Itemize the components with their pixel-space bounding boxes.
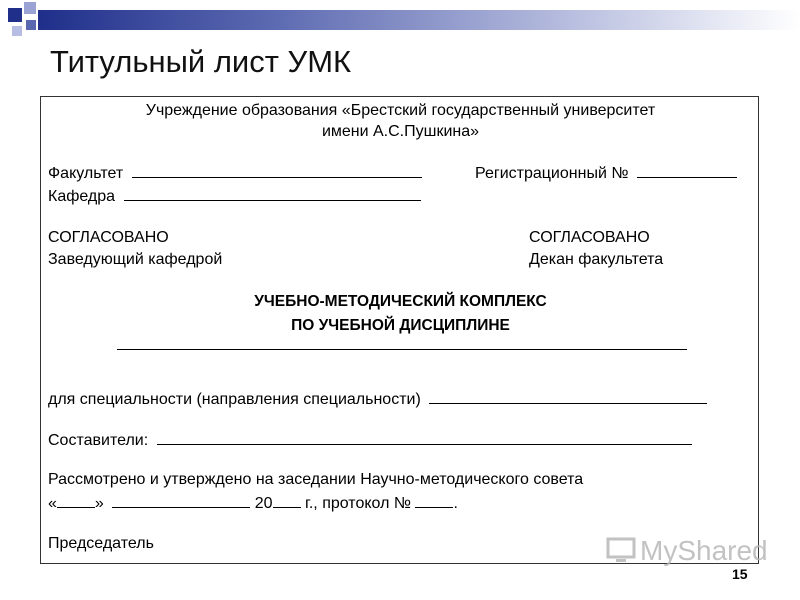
watermark-logo	[606, 535, 768, 567]
institution-line-1: Учреждение образования «Брестский государственный университет	[145, 102, 656, 119]
header-gradient-bar	[38, 10, 800, 30]
dean: Декан факультета	[529, 251, 664, 268]
faculty-label: Факультет	[48, 165, 124, 182]
agreed-left: СОГЛАСОВАНО	[48, 229, 169, 246]
authors-row	[48, 430, 692, 451]
deco-square-dark-2	[26, 20, 36, 30]
heading-line-2: ПО УЧЕБНОЙ ДИСЦИПЛИНЕ	[291, 317, 510, 334]
day-blank	[57, 493, 95, 508]
open-quote: «	[48, 495, 57, 512]
watermark-screen-icon	[606, 536, 636, 566]
month-blank	[112, 493, 250, 508]
authors-label: Составители:	[48, 432, 149, 449]
heading-line-1: УЧЕБНО-МЕТОДИЧЕСКИЙ КОМПЛЕКС	[254, 293, 547, 310]
registration-blank	[637, 163, 737, 178]
deco-square-light-1	[24, 2, 36, 14]
deco-square-light-2	[12, 26, 22, 36]
specialty-label: для специальности (направления специальности)	[48, 391, 421, 408]
year-prefix: 20	[254, 495, 273, 512]
watermark-text: MyShared	[640, 535, 768, 566]
deco-square-dark-1	[8, 8, 22, 22]
department-row	[48, 186, 421, 207]
chairman-label: Председатель	[48, 535, 154, 552]
department-blank	[124, 186, 421, 201]
protocol-label: г., протокол №	[304, 495, 412, 512]
registration-row	[475, 163, 737, 184]
protocol-blank	[415, 493, 453, 508]
head-of-department: Заведующий кафедрой	[48, 251, 223, 268]
slide-title: Титульный лист УМК	[50, 44, 352, 79]
faculty-blank	[132, 163, 422, 178]
registration-label: Регистрационный №	[475, 165, 629, 182]
agreed-right: СОГЛАСОВАНО	[529, 229, 650, 246]
page-number: 15	[732, 566, 748, 582]
faculty-row	[48, 163, 422, 184]
discipline-blank	[117, 349, 687, 350]
date-protocol-row	[48, 493, 458, 514]
specialty-blank	[429, 389, 707, 404]
authors-blank	[157, 430, 692, 445]
year-blank	[273, 493, 301, 508]
close-quote: »	[94, 495, 104, 512]
institution-line-2: имени А.С.Пушкина»	[321, 123, 480, 140]
specialty-row	[48, 389, 707, 410]
department-label: Кафедра	[48, 188, 116, 205]
approved-line: Рассмотрено и утверждено на заседании Научно-методического совета	[48, 471, 584, 488]
protocol-end: .	[453, 495, 458, 512]
title-page-form	[40, 96, 759, 564]
